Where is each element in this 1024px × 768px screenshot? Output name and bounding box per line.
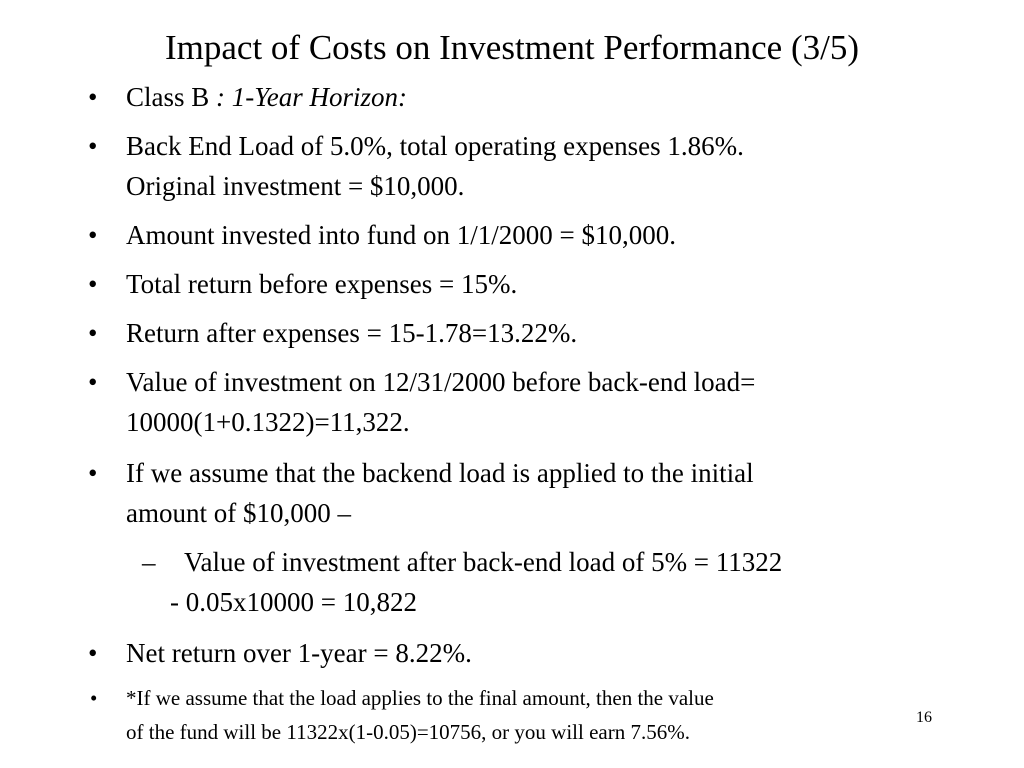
bullet-marker: • [90, 686, 98, 710]
sub-bullet-marker: – [142, 547, 156, 577]
sub-bullet-item [142, 542, 950, 622]
sub-bullet-text-line: - 0.05x10000 = 10,822 [170, 587, 417, 617]
bullet-marker: • [88, 131, 98, 161]
bullet-text-line: Original investment = $10,000. [126, 171, 465, 201]
bullet-marker: • [88, 458, 98, 488]
bullet-text-line: *If we assume that the load applies to the final amount, then the value [126, 686, 714, 710]
bullet-text: Return after expenses = 15-1.78=13.22%. [126, 318, 578, 348]
bullet-marker: • [88, 367, 98, 397]
bullet-text-line: Value of investment on 12/31/2000 before back-end load= [126, 367, 756, 397]
bullet-text: Class B [126, 82, 210, 112]
bullet-text-line: amount of $10,000 – [126, 498, 351, 528]
page-number: 16 [916, 709, 932, 726]
slide-title: Impact of Costs on Investment Performance (3/5) [165, 28, 859, 67]
bullet-item [88, 633, 946, 673]
bullet-item [88, 264, 946, 304]
bullet-item [88, 77, 946, 117]
bullet-item [88, 215, 946, 255]
bullet-text-line: of the fund will be 11322x(1-0.05)=10756, or you will earn 7.56%. [126, 720, 690, 744]
sub-bullet-text-line: Value of investment after back-end load of 5% = 11322 [184, 547, 783, 577]
bullet-text: Amount invested into fund on 1/1/2000 = $10,000. [126, 220, 676, 250]
bullet-marker: • [88, 220, 98, 250]
bullet-text-line: 10000(1+0.1322)=11,322. [126, 407, 410, 437]
bullet-item [88, 313, 946, 353]
bullet-text: Total return before expenses = 15%. [126, 269, 518, 299]
bullet-text-line: If we assume that the backend load is applied to the initial [126, 458, 754, 488]
bullet-marker: • [88, 269, 98, 299]
bullet-item [88, 362, 946, 442]
bullet-marker: • [88, 318, 98, 348]
bullet-item-footnote [90, 681, 926, 749]
bullet-text-line: Back End Load of 5.0%, total operating expenses 1.86%. [126, 131, 744, 161]
bullet-emphasis: : 1-Year Horizon: [209, 82, 408, 112]
bullet-marker: • [88, 638, 98, 668]
bullet-marker: • [88, 82, 98, 112]
bullet-item [88, 126, 946, 206]
bullet-item [88, 453, 946, 533]
bullet-text: Net return over 1-year = 8.22%. [126, 638, 472, 668]
